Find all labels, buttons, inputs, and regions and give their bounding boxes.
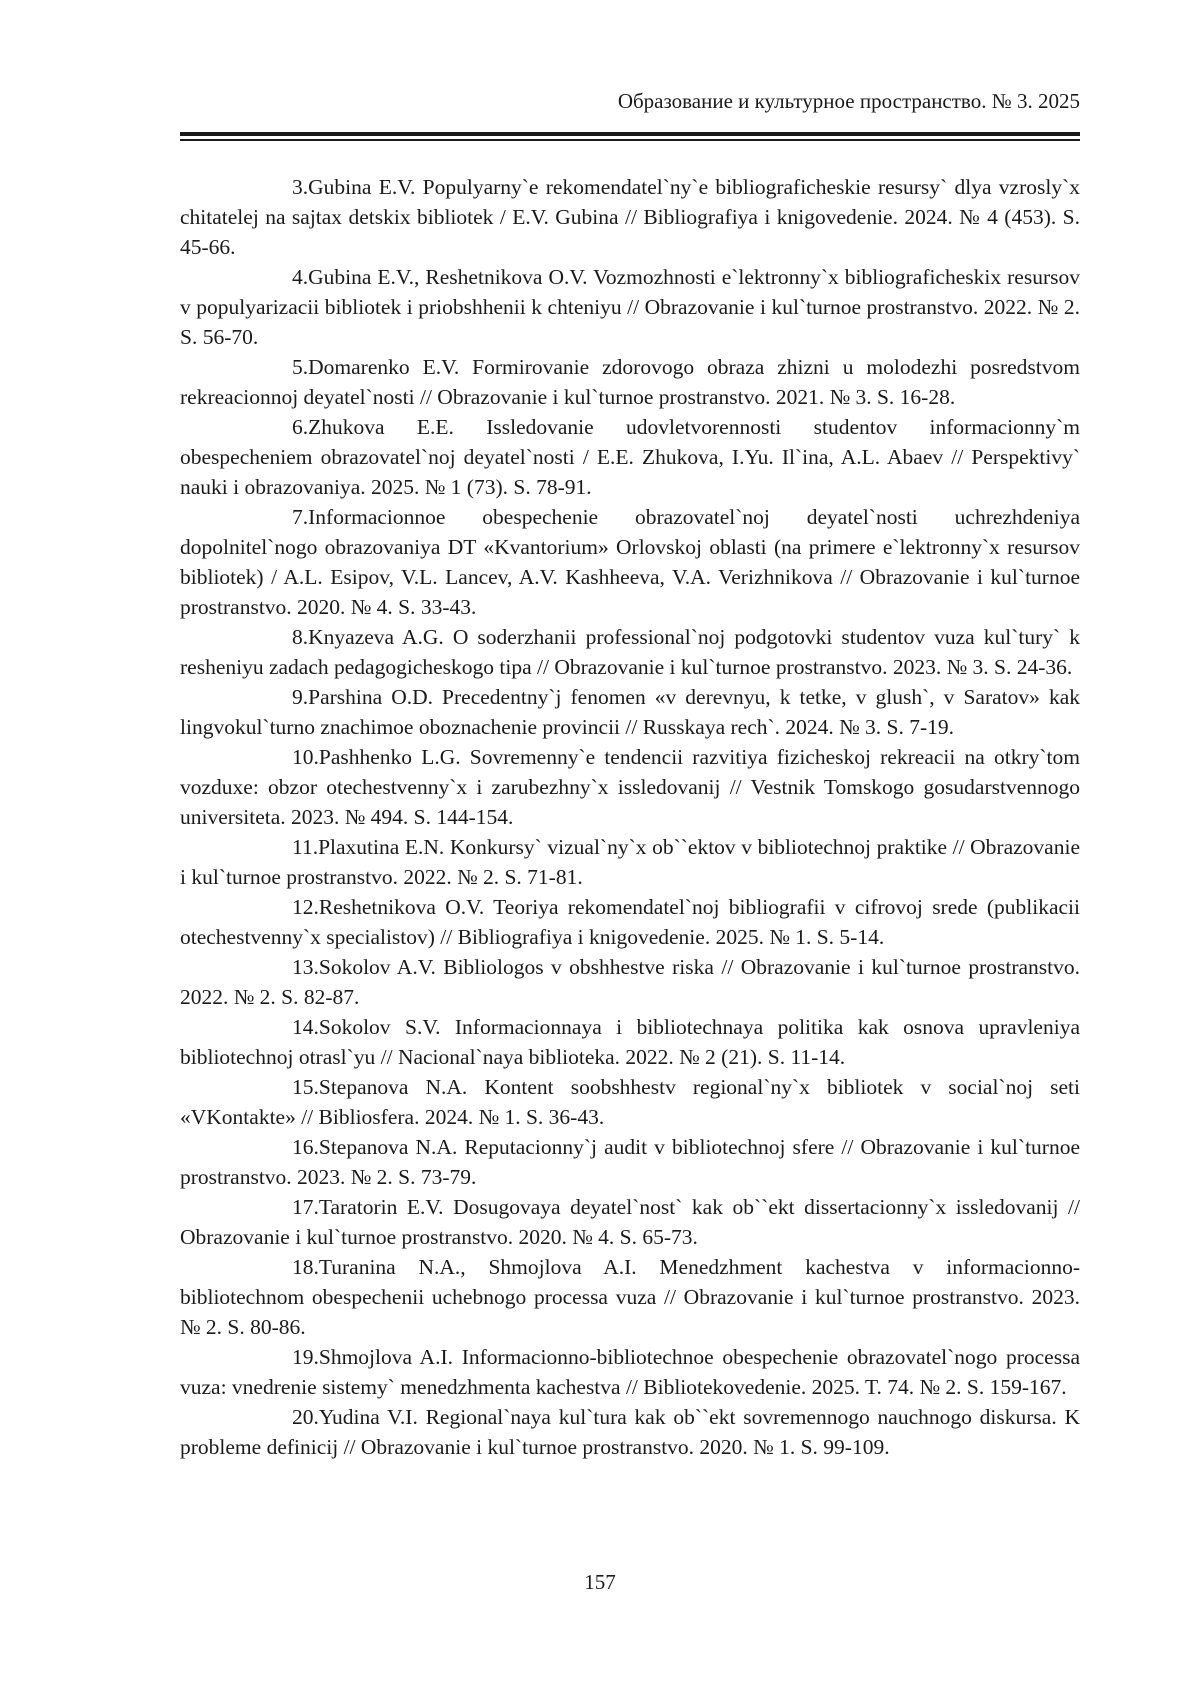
- reference-text: Domarenko E.V. Formirovanie zdorovogo obraza zhizni u molodezhi posredstvom rekreacionnoj deyatel`nosti // Obrazovanie i kul`turnoe prostranstvo. 2021. № 3. S. 16-28.: [180, 355, 1080, 409]
- reference-item: [180, 1012, 1080, 1072]
- reference-text: Knyazeva A.G. O soderzhanii professional`noj podgotovki studentov vuza kul`tury` k resheniyu zadach pedagogicheskogo tipa // Obrazovanie i kul`turnoe prostranstvo. 2023. № 3. S. 24-36.: [180, 625, 1080, 679]
- header-rule-thin: [180, 139, 1080, 141]
- reference-item: [180, 262, 1080, 352]
- reference-number: 18.: [292, 1255, 319, 1279]
- reference-text: Turanina N.A., Shmojlova A.I. Menedzhment kachestva v informacionno-bibliotechnom obespechenii uchebnogo processa vuza // Obrazovanie i kul`turnoe prostranstvo. 2023. № 2. S. 80-86.: [180, 1255, 1080, 1339]
- reference-text: Gubina E.V. Populyarny`e rekomendatel`ny`e bibliograficheskie resursy` dlya vzrosly`x chitatelej na sajtax detskix bibliotek / E.V. Gubina // Bibliografiya i knigovedenie. 2024. № 4 (453). S. 45-66.: [180, 175, 1080, 259]
- reference-text: Zhukova E.E. Issledovanie udovletvorennosti studentov informacionny`m obespecheniem obrazovatel`noj deyatel`nosti / E.E. Zhukova, I.Yu. Il`ina, A.L. Abaev // Perspektivy` nauki i obrazovaniya. 2025. № 1 (73). S. 78-91.: [180, 415, 1080, 499]
- reference-number: 19.: [292, 1345, 319, 1369]
- reference-number: 10.: [292, 745, 319, 769]
- reference-number: 4.: [292, 265, 309, 289]
- reference-text: Sokolov S.V. Informacionnaya i bibliotechnaya politika kak osnova upravleniya bibliotechnoj otrasl`yu // Nacional`naya biblioteka. 2022. № 2 (21). S. 11-14.: [180, 1015, 1080, 1069]
- reference-item: [180, 622, 1080, 682]
- reference-number: 13.: [292, 955, 319, 979]
- reference-number: 15.: [292, 1075, 319, 1099]
- reference-number: 12.: [292, 895, 319, 919]
- reference-item: [180, 1132, 1080, 1192]
- reference-text: Sokolov A.V. Bibliologos v obshhestve riska // Obrazovanie i kul`turnoe prostranstvo. 2022. № 2. S. 82-87.: [180, 955, 1080, 1009]
- page-number: 157: [584, 1570, 616, 1594]
- reference-item: [180, 412, 1080, 502]
- reference-item: [180, 1342, 1080, 1402]
- reference-item: [180, 892, 1080, 952]
- reference-item: [180, 502, 1080, 622]
- reference-item: [180, 1402, 1080, 1462]
- reference-text: Stepanova N.A. Kontent soobshhestv regional`ny`x bibliotek v social`noj seti «VKontakte» // Bibliosfera. 2024. № 1. S. 36-43.: [180, 1075, 1080, 1129]
- reference-number: 5.: [292, 355, 309, 379]
- header-rule-thick: [180, 132, 1080, 136]
- reference-text: Parshina O.D. Precedentny`j fenomen «v derevnyu, k tetke, v glush`, v Saratov» kak lingvokul`turno znachimoe oboznachenie provincii // Russkaya rech`. 2024. № 3. S. 7-19.: [180, 685, 1080, 739]
- reference-text: Taratorin E.V. Dosugovaya deyatel`nost` kak ob``ekt dissertacionny`x issledovanij // Obrazovanie i kul`turnoe prostranstvo. 2020. № 4. S. 65-73.: [180, 1195, 1080, 1249]
- reference-item: [180, 742, 1080, 832]
- reference-text: Pashhenko L.G. Sovremenny`e tendencii razvitiya fizicheskoj rekreacii na otkry`tom vozduxe: obzor otechestvenny`x i zarubezhny`x issledovanij // Vestnik Tomskogo gosudarstvennogo universiteta. 2023. № 494. S. 144-154.: [180, 745, 1080, 829]
- reference-item: [180, 682, 1080, 742]
- reference-item: [180, 952, 1080, 1012]
- reference-number: 3.: [292, 175, 309, 199]
- reference-text: Informacionnoe obespechenie obrazovatel`noj deyatel`nosti uchrezhdeniya dopolnitel`nogo obrazovaniya DT «Kvantorium» Orlovskoj oblasti (na primere e`lektronny`x resursov bibliotek) / A.L. Esipov, V.L. Lancev, A.V. Kashheeva, V.A. Verizhnikova // Obrazovanie i kul`turnoe prostranstvo. 2020. № 4. S. 33-43.: [180, 505, 1080, 619]
- reference-number: 8.: [292, 625, 309, 649]
- reference-item: [180, 832, 1080, 892]
- reference-text: Shmojlova A.I. Informacionno-bibliotechnoe obespechenie obrazovatel`nogo processa vuza: vnedrenie sistemy` menedzhmenta kachestva // Bibliotekovedenie. 2025. T. 74. № 2. S. 159-167.: [180, 1345, 1080, 1399]
- reference-text: Plaxutina E.N. Konkursy` vizual`ny`x ob``ektov v bibliotechnoj praktike // Obrazovanie i kul`turnoe prostranstvo. 2022. № 2. S. 71-81.: [180, 835, 1080, 889]
- reference-number: 9.: [292, 685, 309, 709]
- reference-item: [180, 1192, 1080, 1252]
- reference-text: Reshetnikova O.V. Teoriya rekomendatel`noj bibliografii v cifrovoj srede (publikacii otechestvenny`x specialistov) // Bibliografiya i knigovedenie. 2025. № 1. S. 5-14.: [180, 895, 1080, 949]
- reference-number: 17.: [292, 1195, 319, 1219]
- reference-number: 14.: [292, 1015, 319, 1039]
- reference-item: [180, 1252, 1080, 1342]
- reference-number: 7.: [292, 505, 309, 529]
- reference-text: Gubina E.V., Reshetnikova O.V. Vozmozhnosti e`lektronny`x bibliograficheskix resursov v populyarizacii bibliotek i priobshhenii k chteniyu // Obrazovanie i kul`turnoe prostranstvo. 2022. № 2. S. 56-70.: [180, 265, 1080, 349]
- reference-text: Yudina V.I. Regional`naya kul`tura kak ob``ekt sovremennogo nauchnogo diskursa. K probleme definicij // Obrazovanie i kul`turnoe prostranstvo. 2020. № 1. S. 99-109.: [180, 1405, 1080, 1459]
- reference-item: [180, 172, 1080, 262]
- reference-item: [180, 1072, 1080, 1132]
- reference-text: Stepanova N.A. Reputacionny`j audit v bibliotechnoj sfere // Obrazovanie i kul`turnoe prostranstvo. 2023. № 2. S. 73-79.: [180, 1135, 1080, 1189]
- running-header: Образование и культурное пространство. № 3. 2025: [617, 89, 1080, 113]
- reference-number: 6.: [292, 415, 309, 439]
- reference-number: 11.: [292, 835, 319, 859]
- reference-item: [180, 352, 1080, 412]
- reference-list: [180, 172, 1080, 1462]
- reference-number: 20.: [292, 1405, 319, 1429]
- reference-number: 16.: [292, 1135, 319, 1159]
